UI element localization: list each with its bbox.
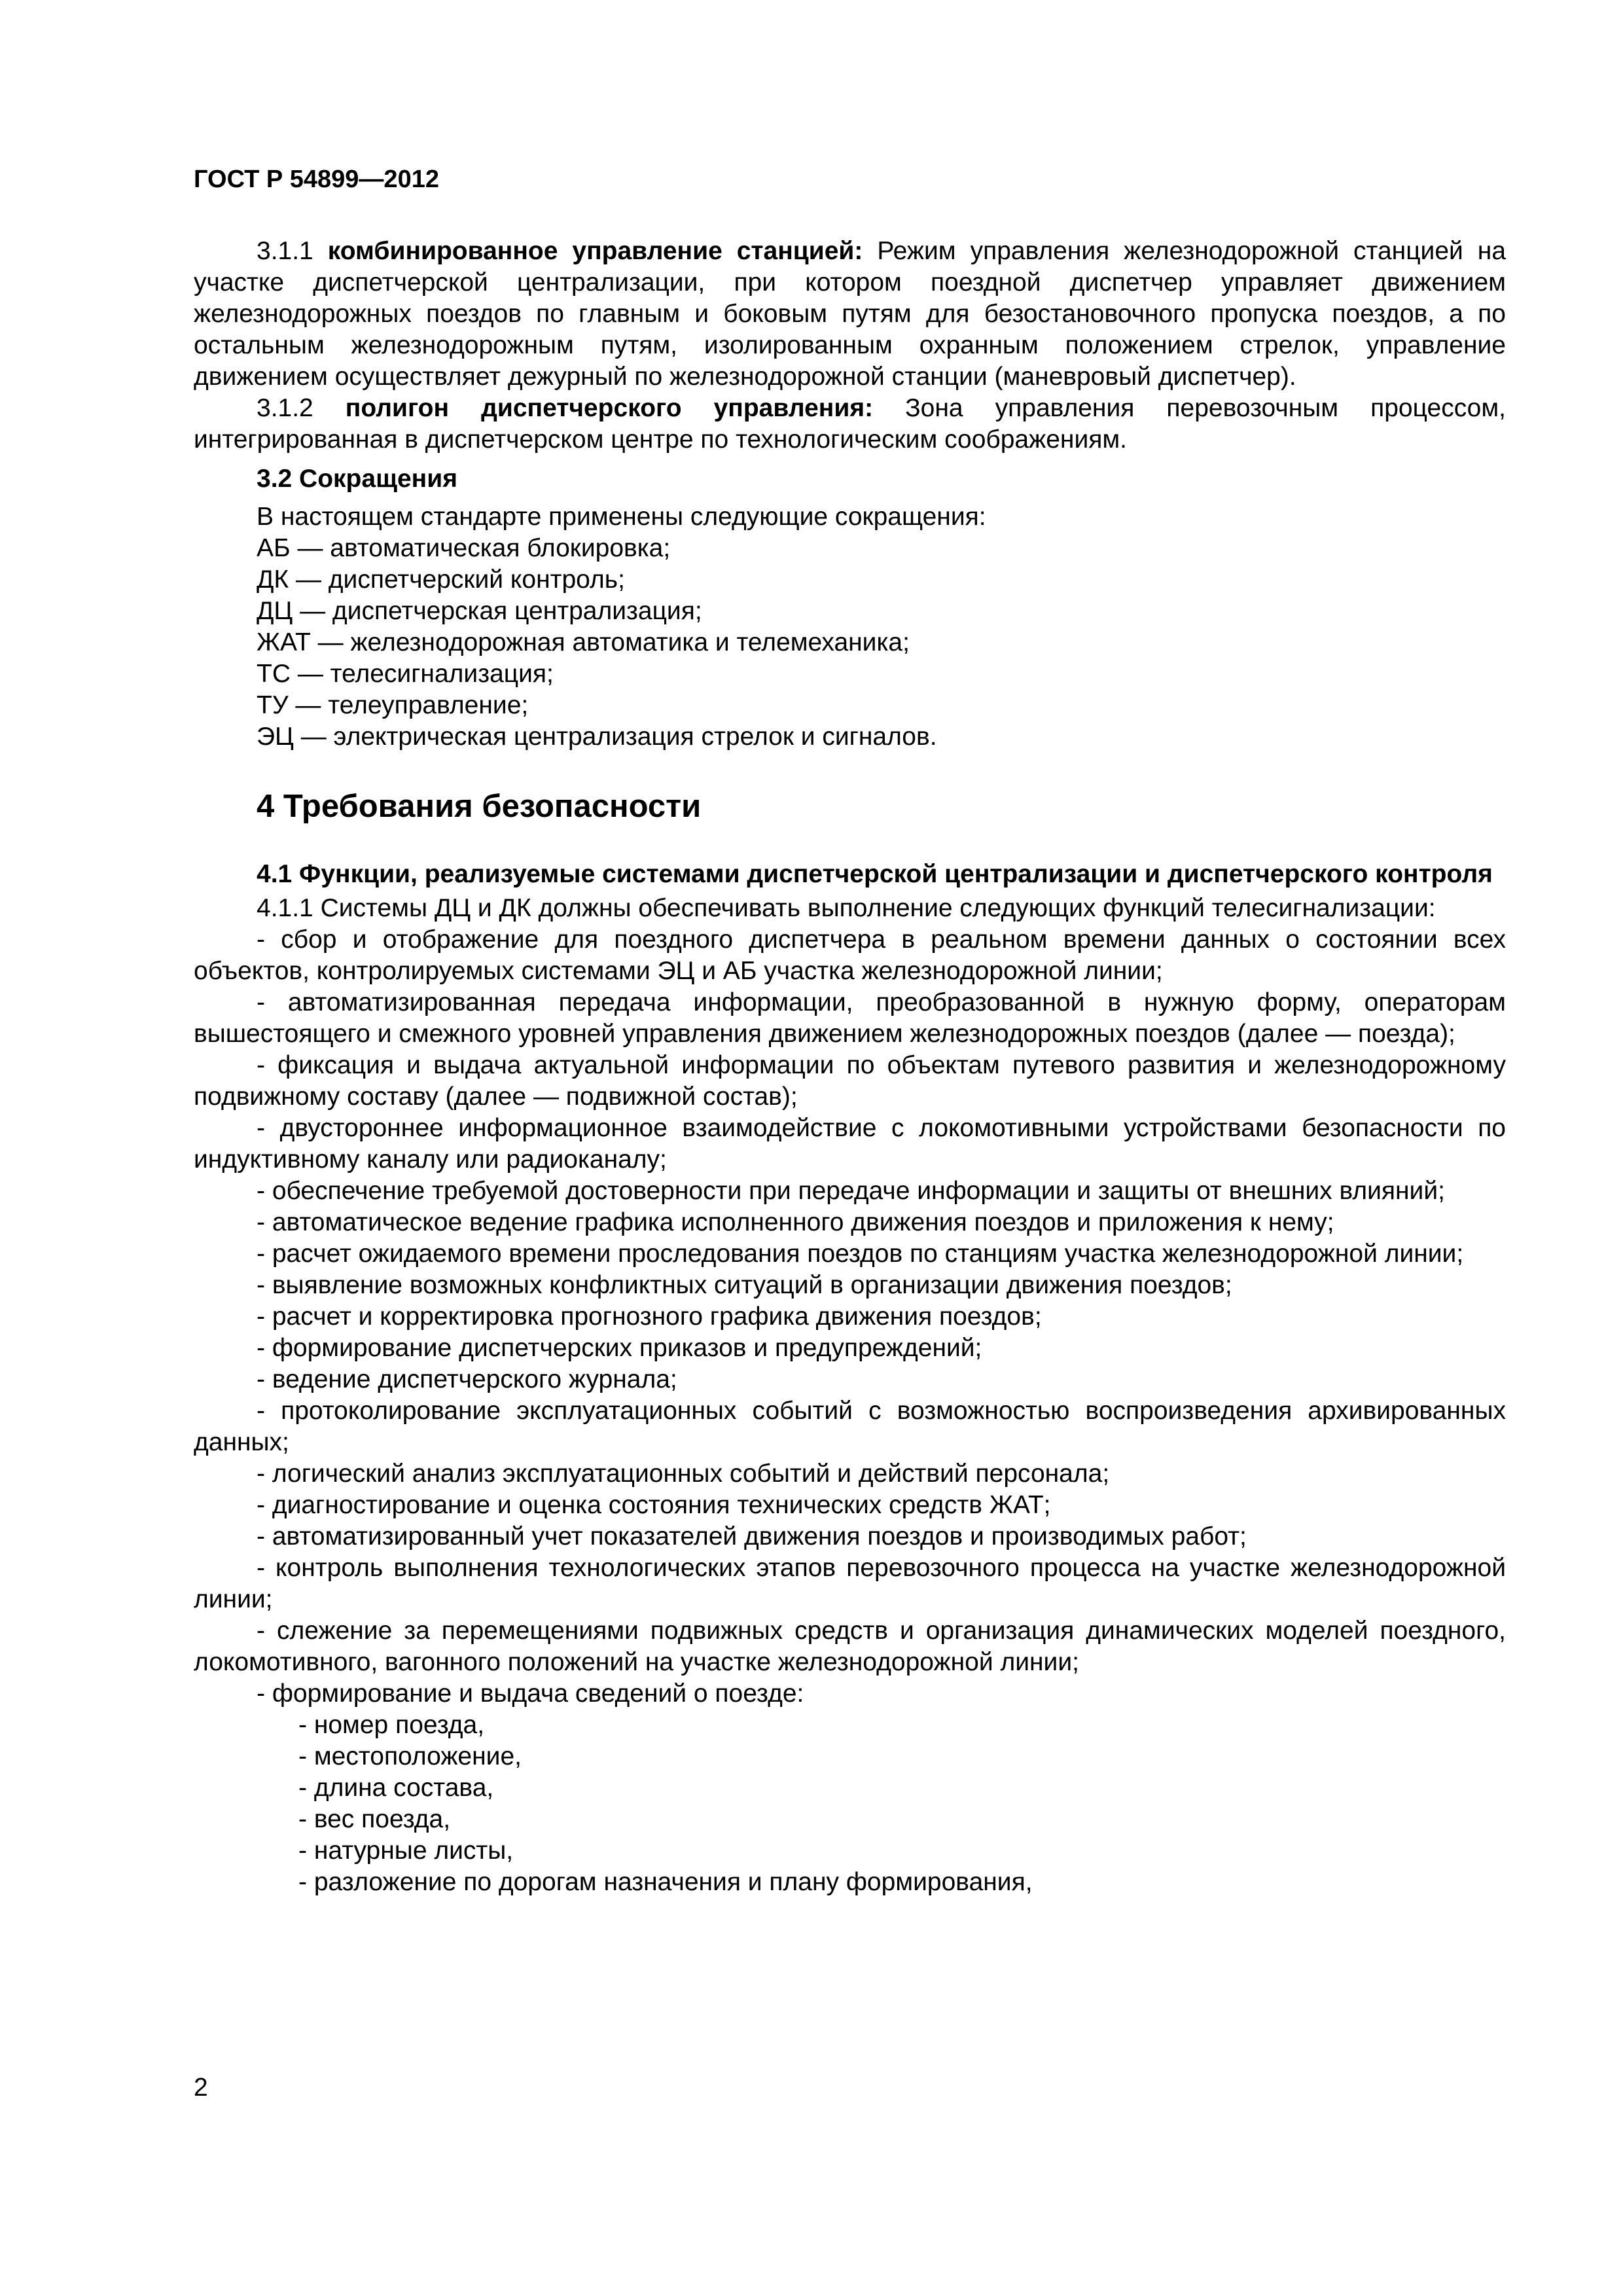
function-item: - контроль выполнения технологических этапов перевозочного процесса на участке железнодорожной линии; — [194, 1554, 1506, 1613]
train-info-item: - местоположение, — [298, 1742, 522, 1770]
abbreviations-heading: 3.2 Сокращения — [257, 465, 457, 493]
function-item: - сбор и отображение для поездного диспетчера в реальном времени данных о состоянии всех объектов, контролируемых системами ЭЦ и АБ участка железнодорожной линии; — [194, 925, 1506, 985]
abbreviation-item: ТС — телесигнализация; — [257, 660, 554, 688]
function-item: - автоматизированный учет показателей движения поездов и производимых работ; — [257, 1522, 1247, 1551]
function-item: - выявление возможных конфликтных ситуаций в организации движения поездов; — [257, 1271, 1232, 1299]
functions-list — [194, 924, 1506, 1710]
abbreviation-item: ЭЦ — электрическая централизация стрелок и сигналов. — [257, 723, 937, 751]
train-info-list — [298, 1710, 1506, 1898]
clause-3-1-2 — [194, 393, 1506, 456]
function-item: - формирование диспетчерских приказов и предупреждений; — [257, 1334, 982, 1362]
clause-number: 3.1.1 — [257, 237, 313, 265]
clause-text: Зона управления перевозочным процессом, интегрированная в диспетчерском центре по технологическим соображениям. — [194, 394, 1506, 454]
document-page — [194, 164, 1506, 1898]
function-item: - расчет ожидаемого времени проследования поездов по станциям участка железнодорожной линии; — [257, 1240, 1464, 1268]
abbreviation-item: ЖАТ — железнодорожная автоматика и телемеханика; — [257, 628, 910, 656]
page-number: 2 — [194, 2073, 208, 2102]
function-item: - диагностирование и оценка состояния технических средств ЖАТ; — [257, 1491, 1051, 1519]
function-item: - обеспечение требуемой достоверности при передаче информации и защиты от внешних влияний; — [257, 1177, 1445, 1205]
train-info-item: - номер поезда, — [298, 1711, 485, 1739]
clause-number: 3.1.2 — [257, 394, 313, 422]
train-info-item: - разложение по дорогам назначения и плану формирования, — [298, 1868, 1033, 1896]
train-info-item: - натурные листы, — [298, 1837, 514, 1865]
function-item: - двустороннее информационное взаимодействие с локомотивными устройствами безопасности по индуктивному каналу или радиоканалу; — [194, 1114, 1506, 1174]
abbreviations-list — [257, 501, 1506, 753]
clause-text: Режим управления железнодорожной станцией на участке диспетчерской централизации, при котором поездной диспетчер управляет движением железнодорожных поездов по главным и боковым путям для безостановочного пропуска поездов, а по остальным железнодорожным путям, изолированным охранным положением стрелок, управление движением осуществляет дежурный по железнодорожной станции (маневровый диспетчер). — [194, 237, 1507, 391]
clause-4-1-heading: 4.1 Функции, реализуемые системами диспетчерской централизации и диспетчерского контроля — [257, 860, 1493, 888]
abbreviation-item: ДЦ — диспетчерская централизация; — [257, 597, 702, 625]
term-combined-station-control: комбинированное управление станцией: — [327, 237, 863, 265]
abbreviation-item: ДК — диспетчерский контроль; — [257, 565, 625, 594]
function-item: - формирование и выдача сведений о поезде: — [257, 1679, 804, 1708]
function-item: - расчет и корректировка прогнозного графика движения поездов; — [257, 1302, 1042, 1331]
clause-4-1-1: 4.1.1 Системы ДЦ и ДК должны обеспечивать выполнение следующих функций телесигнализации: — [257, 894, 1436, 922]
function-item: - автоматизированная передача информации, преобразованной в нужную форму, операторам вышестоящего и смежного уровней управления движением железнодорожных поездов (далее — поезда); — [194, 988, 1506, 1048]
abbreviation-item: ТУ — телеуправление; — [257, 691, 529, 719]
function-item: - автоматическое ведение графика исполненного движения поездов и приложения к нему; — [257, 1208, 1334, 1236]
function-item: - ведение диспетчерского журнала; — [257, 1365, 677, 1393]
train-info-item: - длина состава, — [298, 1774, 494, 1802]
document-standard-id: ГОСТ Р 54899—2012 — [194, 166, 439, 193]
abbreviation-item: АБ — автоматическая блокировка; — [257, 534, 671, 562]
function-item: - слежение за перемещениями подвижных средств и организация динамических моделей поездного, локомотивного, вагонного положений на участке железнодорожной линии; — [194, 1617, 1506, 1676]
function-item: - фиксация и выдача актуальной информации по объектам путевого развития и железнодорожному подвижному составу (далее — подвижной состав); — [194, 1051, 1506, 1111]
clause-3-1-1 — [194, 236, 1506, 393]
train-info-item: - вес поезда, — [298, 1805, 451, 1833]
function-item: - логический анализ эксплуатационных событий и действий персонала; — [257, 1460, 1110, 1488]
section-4-heading: 4 Требования безопасности — [257, 789, 702, 824]
abbreviations-intro: В настоящем стандарте применены следующие сокращения: — [257, 503, 986, 531]
term-dispatch-control-polygon: полигон диспетчерского управления: — [345, 394, 874, 422]
function-item: - протоколирование эксплуатационных событий с возможностью воспроизведения архивированных данных; — [194, 1397, 1506, 1456]
